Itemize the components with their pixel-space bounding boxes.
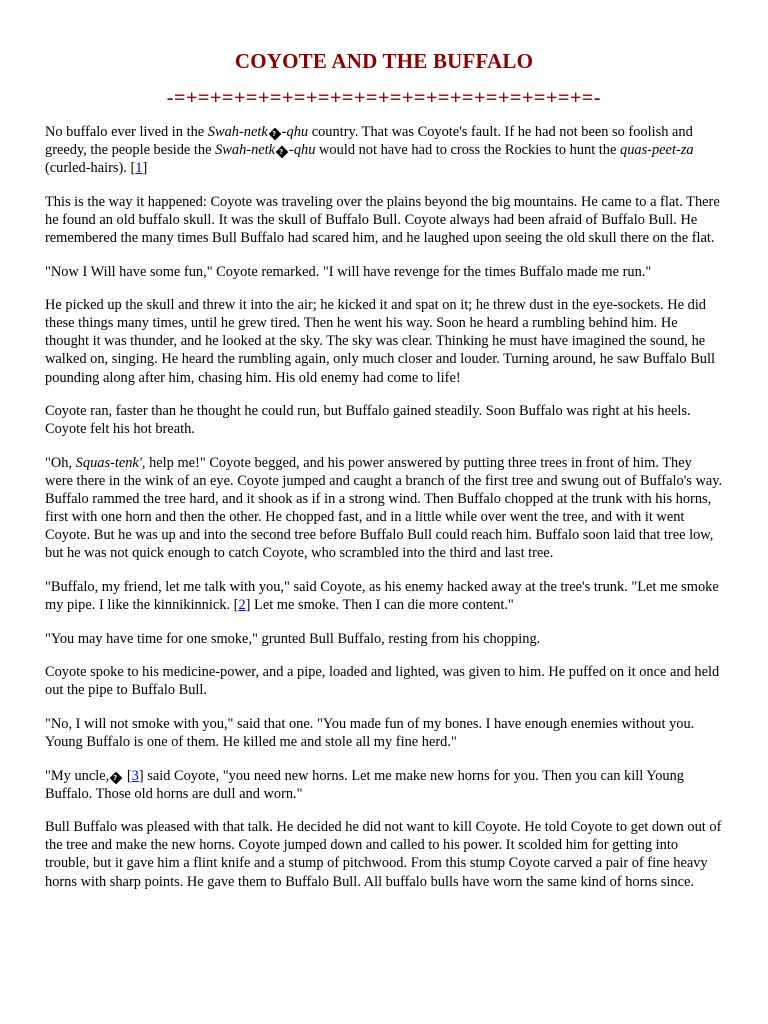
replacement-char-icon: ? — [276, 146, 289, 159]
paragraph-text: ] said Coyote, "you need new horns. Let me make new horns for you. Then you can kill Young Buffalo. Those old horns are dull and worn." — [45, 767, 684, 802]
paragraph-text: [ — [123, 767, 132, 784]
paragraph-11 — [45, 767, 723, 803]
paragraph-2: This is the way it happened: Coyote was traveling over the plains beyond the big mountains. He came to a flat. There he found an old buffalo skull. It was the skull of Buffalo Bull. Coyote always had been afraid of Buffalo Bull. He remembered the many times Bull Buffalo had scared him, and he laughed upon seeing the old skull there on the flat. — [45, 193, 720, 246]
paragraph-7 — [45, 578, 723, 614]
paragraph-text: No buffalo ever lived in the — [45, 124, 208, 140]
story-body — [45, 123, 723, 891]
paragraph-1 — [45, 123, 723, 177]
native-term: quas-peet-za — [620, 142, 694, 159]
paragraph-text: would not have had to cross the Rockies to hunt the — [315, 142, 620, 159]
footnote-link-1[interactable]: 1 — [135, 160, 143, 177]
footnote-link-3[interactable]: 3 — [131, 767, 139, 784]
native-term: Swah-netk — [215, 142, 276, 159]
decorative-divider: -=+=+=+=+=+=+=+=+=+=+=+=+=+=+=+=+=+=- — [166, 87, 602, 109]
paragraph-text: "My uncle, — [45, 767, 110, 784]
paragraph-6 — [45, 454, 723, 563]
paragraph-text: "Buffalo, my friend, let me talk with you," said Coyote, as his enemy hacked away at the tree's trunk. "Let me smoke my pipe. I like the kinnikinnick. [ — [45, 578, 719, 613]
paragraph-5: Coyote ran, faster than he thought he could run, but Buffalo gained steadily. Soon Buffalo was right at his heels. Coyote felt his hot breath. — [45, 403, 691, 438]
native-term: -qhu — [281, 124, 309, 140]
paragraph-12: Bull Buffalo was pleased with that talk. He decided he did not want to kill Coyote. He told Coyote to get down out of the tree and make the new horns. Coyote jumped down and called to his power. It scolded him for getting into trouble, but it gave him a flint knife and a stump of pitchwood. From this stump Coyote carved a pair of fine heavy horns with sharp points. He gave them to Buffalo Bull. All buffalo bulls have worn the same kind of horns since. — [45, 819, 722, 890]
paragraph-4: He picked up the skull and threw it into the air; he kicked it and spat on it; he threw dust in the eye-sockets. He did these things many times, until he grew tired. Then he went his way. Soon he heard a rumbling behind him. He thought it was thunder, and he looked at the sky. The sky was clear. Thinking he must have imagined the sound, he walked on, singing. He heard the rumbling again, only much closer and louder. Turning around, he saw Buffalo Bull pounding along after him, chasing him. His old enemy had come to life! — [45, 297, 715, 386]
native-term: -qhu — [289, 142, 316, 159]
footnote-link-2[interactable]: 2 — [238, 596, 246, 613]
paragraph-text: "Oh, — [45, 454, 76, 471]
paragraph-text: ] Let me smoke. Then I can die more content." — [245, 596, 514, 613]
page-title: COYOTE AND THE BUFFALO — [234, 49, 534, 73]
replacement-char-icon: ? — [110, 771, 123, 784]
paragraph-10: "No, I will not smoke with you," said that one. "You made fun of my bones. I have enough enemies without you. Young Buffalo is one of them. He killed me and stole all my fine herd." — [45, 715, 695, 750]
paragraph-text: country. That was Coyote's fault. If he had not been so foolish and greedy, the people beside the — [45, 124, 693, 159]
native-term: Squas-tenk' — [75, 454, 142, 471]
paragraph-text: ] — [142, 160, 148, 177]
paragraph-8: "You may have time for one smoke," grunted Bull Buffalo, resting from his chopping. — [45, 630, 541, 647]
paragraph-9: Coyote spoke to his medicine-power, and a pipe, loaded and lighted, was given to him. He puffed on it once and held out the pipe to Buffalo Bull. — [45, 664, 720, 699]
replacement-char-icon: ? — [268, 128, 281, 141]
paragraph-text: , help me!" Coyote begged, and his power answered by putting three trees in front of him. They were there in the wink of an eye. Coyote jumped and caught a branch of the first tree and swung out of Buffalo's way. Buffalo rammed the tree hard, and it shook as if in a strong wind. Then Buffalo chopped at the trunk with his horns, first with one horn and then the other. He chopped fast, and in a little while over went the tree, and with it went Coyote. But he was up and into the second tree before Buffalo Bull could reach him. Buffalo soon laid that tree low, but he was not quick enough to catch Coyote, who scrambled into the third and last tree. — [45, 454, 723, 562]
paragraph-text: (curled-hairs). [ — [45, 160, 136, 177]
paragraph-3: "Now I Will have some fun," Coyote remarked. "I will have revenge for the times Buffalo made me run." — [45, 263, 652, 280]
native-term: Swah-netk — [207, 124, 268, 140]
